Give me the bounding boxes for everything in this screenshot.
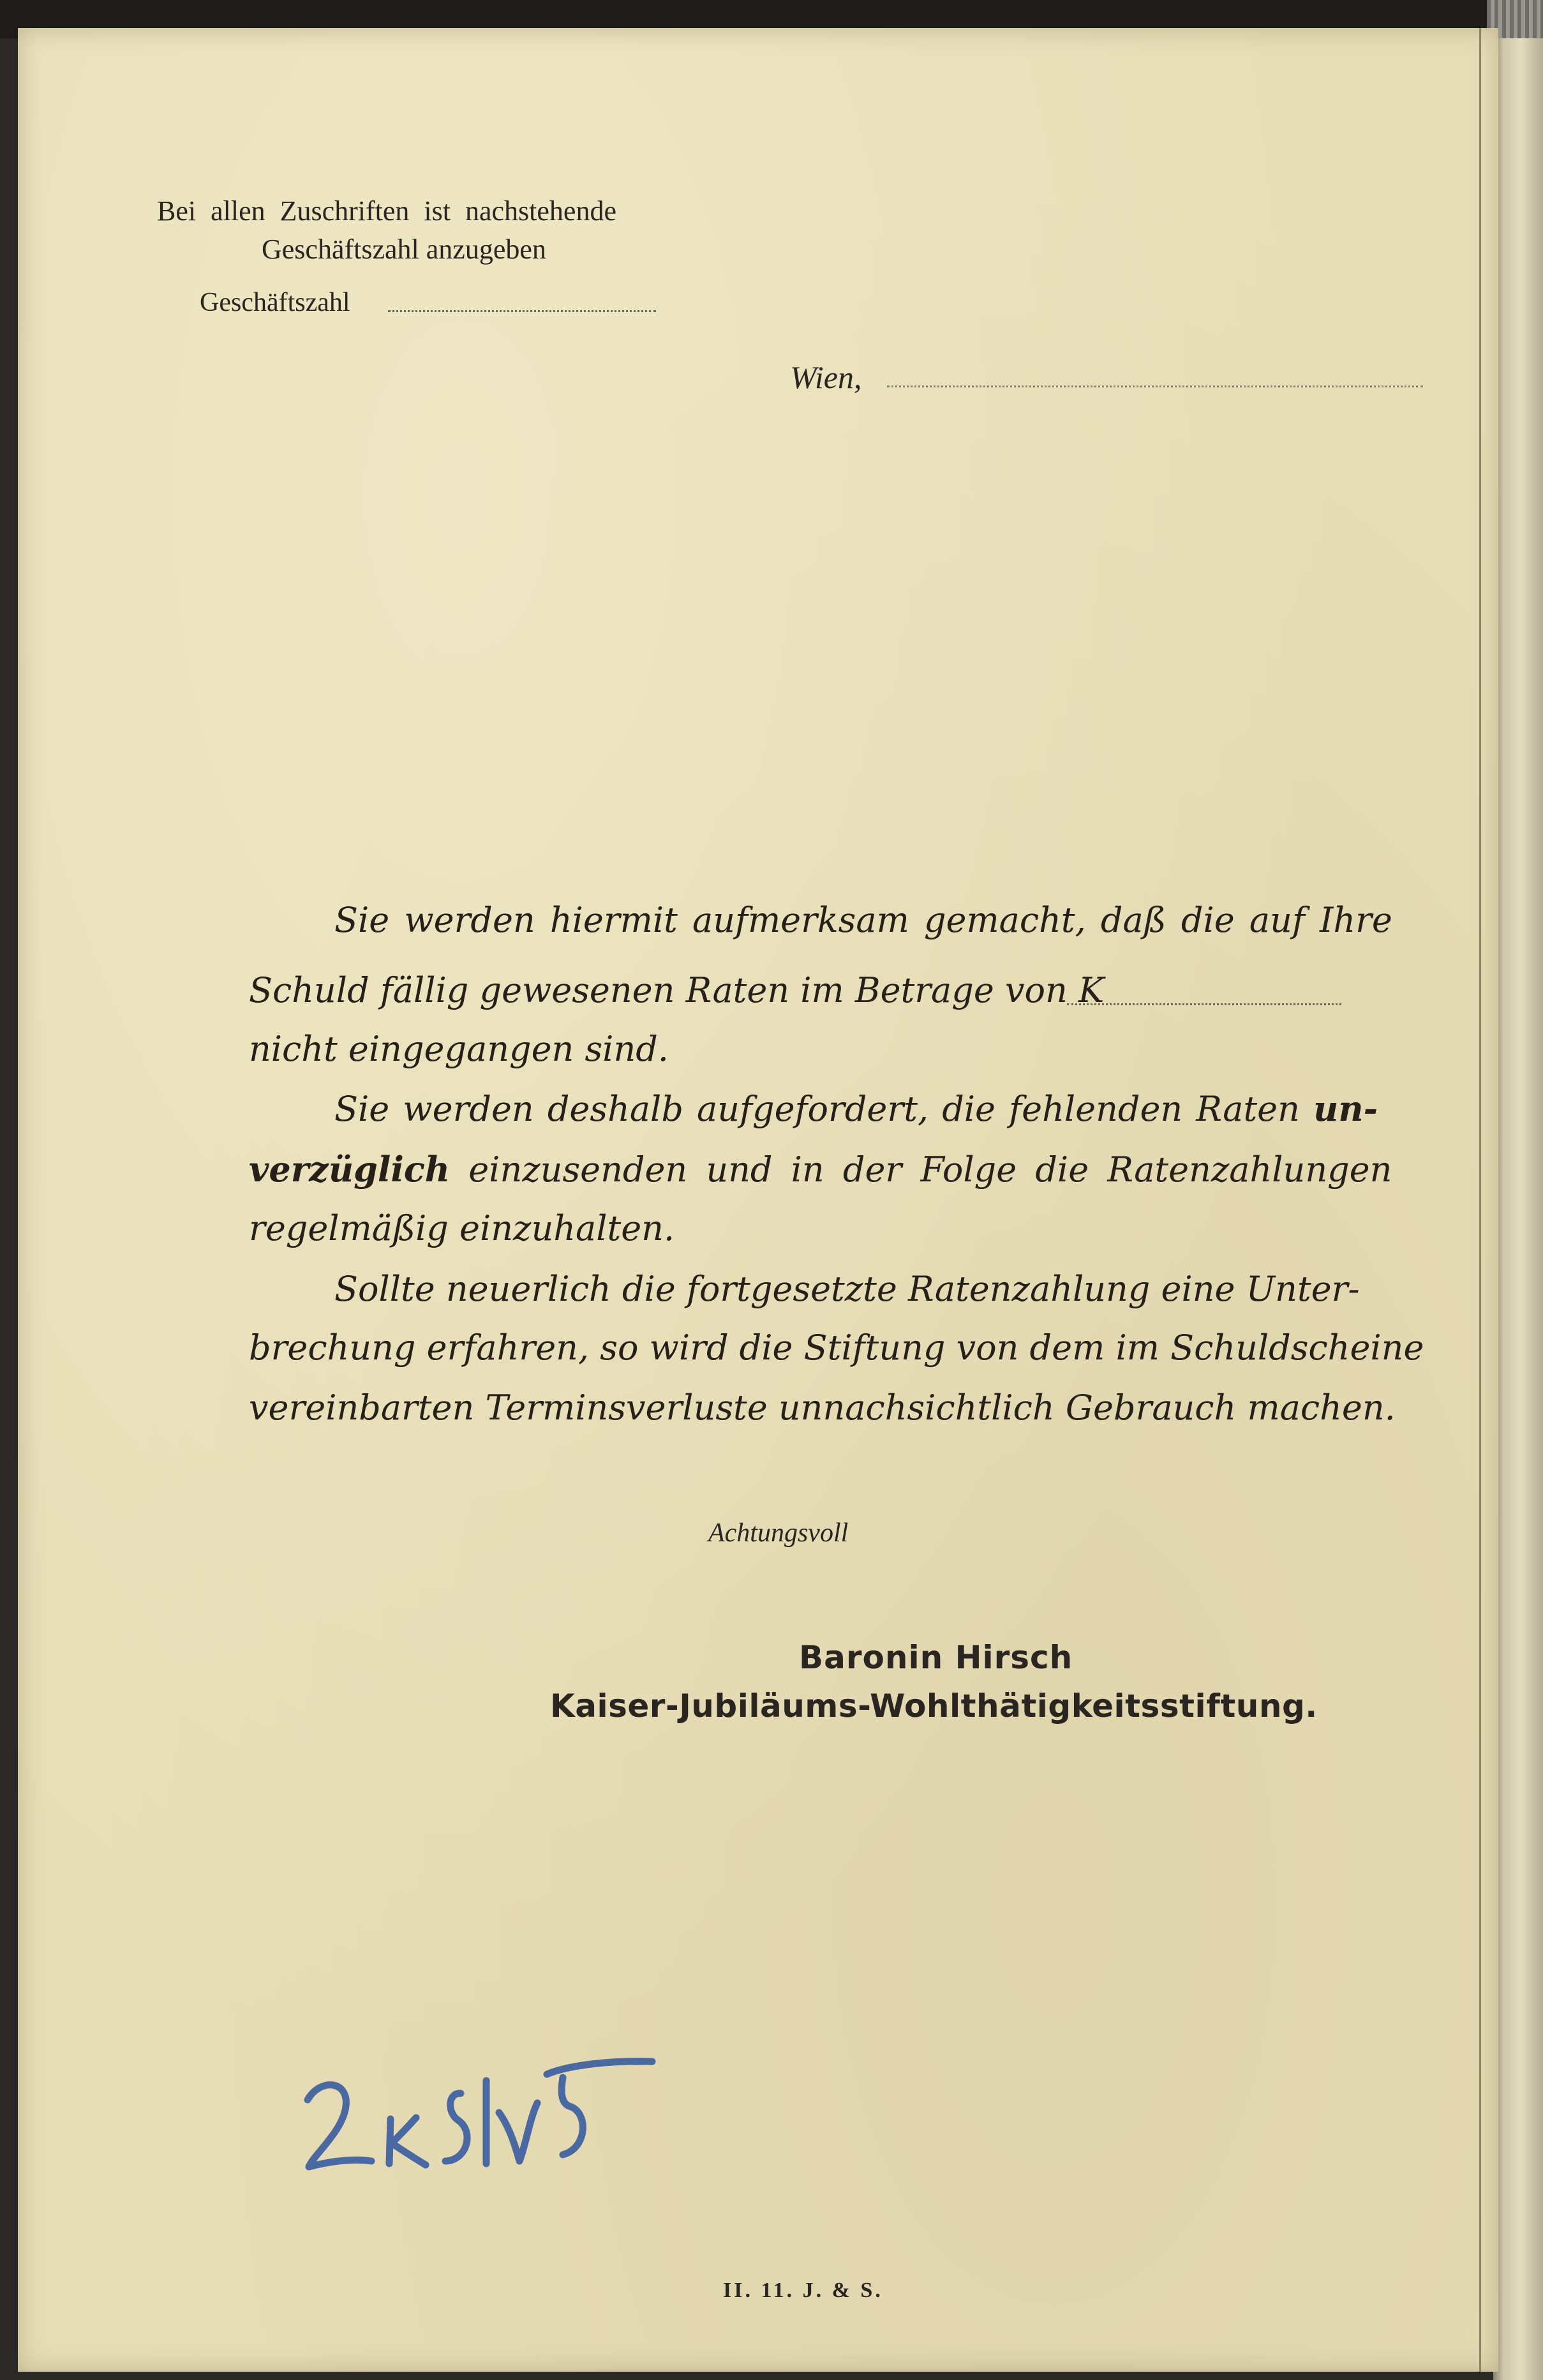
amount-field xyxy=(1067,1003,1341,1005)
reference-number-field xyxy=(388,310,656,312)
body-line: Sollte neuerlich die fortgesetzte Ratenzahlung eine Unter- xyxy=(334,1269,1360,1309)
header-instruction-line2: Geschäftszahl anzugeben xyxy=(262,234,546,265)
handwritten-note-graphic xyxy=(295,2042,678,2189)
signature-organization: Kaiser-Jubiläums-Wohlthätigkeitsstiftung. xyxy=(550,1688,1318,1725)
reference-number-label: Geschäftszahl xyxy=(200,288,350,317)
closing-salutation: Achtungsvoll xyxy=(708,1518,849,1548)
body-line: Sie werden hiermit aufmerksam gemacht, daß die auf Ihre xyxy=(334,900,1392,940)
body-line xyxy=(249,1149,1392,1190)
header-instruction-line1: Bei allen Zuschriften ist nachstehende xyxy=(157,195,616,227)
body-text-emphasis: verzüglich xyxy=(249,1149,451,1190)
date-field xyxy=(887,385,1423,387)
printer-mark: II. 11. J. & S. xyxy=(723,2279,883,2302)
body-line xyxy=(334,1088,1378,1129)
body-line: Schuld fällig gewesenen Raten im Betrage von K xyxy=(249,970,1105,1010)
place-label: Wien, xyxy=(790,359,862,395)
body-text: Sie werden deshalb aufgefordert, die fehlenden Raten xyxy=(334,1089,1300,1129)
body-line: brechung erfahren, so wird die Stiftung von dem im Schuldscheine xyxy=(249,1328,1424,1368)
document-page xyxy=(18,28,1498,2372)
page-fold-line xyxy=(1479,28,1481,2372)
body-line: regelmäßig einzuhalten. xyxy=(249,1208,675,1248)
body-line: vereinbarten Terminsverluste unnachsichtlich Gebrauch machen. xyxy=(249,1388,1396,1428)
signature-name: Baronin Hirsch xyxy=(799,1639,1073,1676)
page-binding-edge xyxy=(1493,0,1543,2380)
body-text: einzusenden und in der Folge die Ratenzahlungen xyxy=(468,1149,1392,1190)
body-line: nicht eingegangen sind. xyxy=(249,1029,669,1069)
body-text-emphasis: un- xyxy=(1313,1088,1378,1129)
